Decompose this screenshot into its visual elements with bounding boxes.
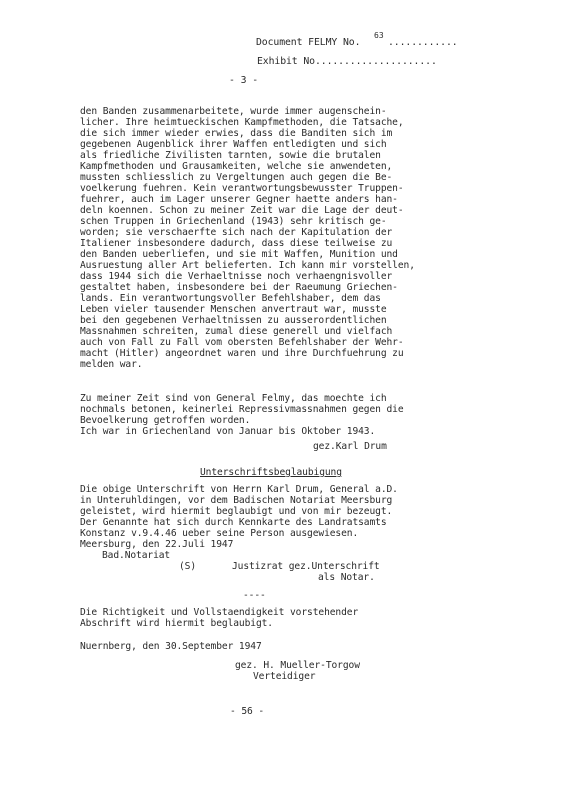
attestation-line: Abschrift wird hiermit beglaubigt. — [80, 618, 273, 629]
notary-role: als Notar. — [318, 572, 375, 583]
notary-signature: Justizrat gez.Unterschrift — [232, 561, 380, 572]
exhibit-label: Exhibit No..................... — [257, 56, 437, 67]
body-line: mussten schliesslich zu Vergeltungen auch gegen die Be- — [80, 172, 393, 183]
document-number: 63 — [374, 31, 384, 40]
certification-line: Konstanz v.9.4.46 ueber seine Person ausgewiesen. — [80, 528, 359, 539]
footer-page-number: - 56 - — [230, 706, 265, 717]
body-line: Massnahmen schreiten, zumal diese generell und vielfach — [80, 326, 393, 337]
body-line: bei den gegebenen Verhaeltnissen zu ausserordentlichen — [80, 315, 387, 326]
closing-line: nochmals betonen, keinerlei Repressivmassnahmen gegen die — [80, 404, 404, 415]
signature-mueller-torgow: gez. H. Mueller-Torgow — [235, 660, 360, 671]
body-line: den Banden zusammenarbeitete, wurde immer augenschein- — [80, 106, 387, 117]
closing-line: Bevoelkerung getroffen worden. — [80, 415, 251, 426]
document-number-dots: ............ — [388, 37, 458, 48]
body-line: auch von Fall zu Fall vom obersten Befehlshaber der Wehr- — [80, 337, 404, 348]
body-line: Italiener insbesondere dadurch, dass diese teilweise zu — [80, 238, 393, 249]
certification-line: Meersburg, den 22.Juli 1947 — [80, 539, 234, 550]
attestation-line: Die Richtigkeit und Vollstaendigkeit vorstehender — [80, 607, 359, 618]
body-line: als friedliche Zivilisten tarnten, sowie die brutalen — [80, 150, 381, 161]
signature-role: Verteidiger — [253, 671, 316, 682]
closing-line: Zu meiner Zeit sind von General Felmy, das moechte ich — [80, 393, 387, 404]
body-line: macht (Hitler) angeordnet waren und ihre Durchfuehrung zu — [80, 348, 404, 359]
closing-line: Ich war in Griechenland von Januar bis Oktober 1943. — [80, 426, 376, 437]
body-line: deln koennen. Schon zu meiner Zeit war die Lage der deut- — [80, 205, 404, 216]
body-line: gestaltet haben, insbesondere bei der Raeumung Griechen- — [80, 282, 398, 293]
body-line: worden; sie verschaerfte sich nach der Kapitulation der — [80, 227, 393, 238]
certification-line: Die obige Unterschrift von Herrn Karl Drum, General a.D. — [80, 484, 398, 495]
body-line: Kampfmethoden und Grausamkeiten, welche sie anwendeten, — [80, 161, 393, 172]
body-line: gegebenen Augenblick ihrer Waffen entledigten und sich — [80, 139, 387, 150]
separator: ---- — [243, 590, 266, 601]
body-line: Ausruestung aller Art belieferten. Ich kann mir vorstellen, — [80, 260, 415, 271]
body-line: Leben vieler tausender Menschen anvertraut war, musste — [80, 304, 387, 315]
body-line: melden war. — [80, 359, 143, 370]
signature-drum: gez.Karl Drum — [313, 441, 387, 452]
body-line: die sich immer wieder erwies, dass die Banditen sich im — [80, 128, 393, 139]
body-line: voelkerung fuehren. Kein verantwortungsbewusster Truppen- — [80, 183, 404, 194]
notary-seal: (S) — [179, 561, 197, 572]
notary-office: Bad.Notariat — [102, 550, 171, 561]
body-line: dass 1944 sich die Verhaeltnisse noch verhaengnisvoller — [80, 271, 393, 282]
body-line: lands. Ein verantwortungsvoller Befehlshaber, dem das — [80, 293, 381, 304]
page-marker: - 3 - — [229, 75, 258, 86]
place-date: Nuernberg, den 30.September 1947 — [80, 641, 262, 652]
certification-line: in Unteruhldingen, vor dem Badischen Notariat Meersburg — [80, 495, 393, 506]
body-line: fuehrer, auch im Lager unserer Gegner haette anders han- — [80, 194, 398, 205]
body-line: den Banden ueberliefen, und sie mit Waffen, Munition und — [80, 249, 398, 260]
certification-line: Der Genannte hat sich durch Kennkarte des Landratsamts — [80, 517, 387, 528]
body-line: licher. Ihre heimtueckischen Kampfmethoden, die Tatsache, — [80, 117, 404, 128]
certification-heading: Unterschriftsbeglaubigung — [200, 467, 342, 478]
body-line: schen Truppen in Griechenland (1943) sehr kritisch ge- — [80, 216, 387, 227]
certification-line: geleistet, wird hiermit beglaubigt und von mir bezeugt. — [80, 506, 393, 517]
document-label: Document FELMY No. — [256, 37, 361, 48]
